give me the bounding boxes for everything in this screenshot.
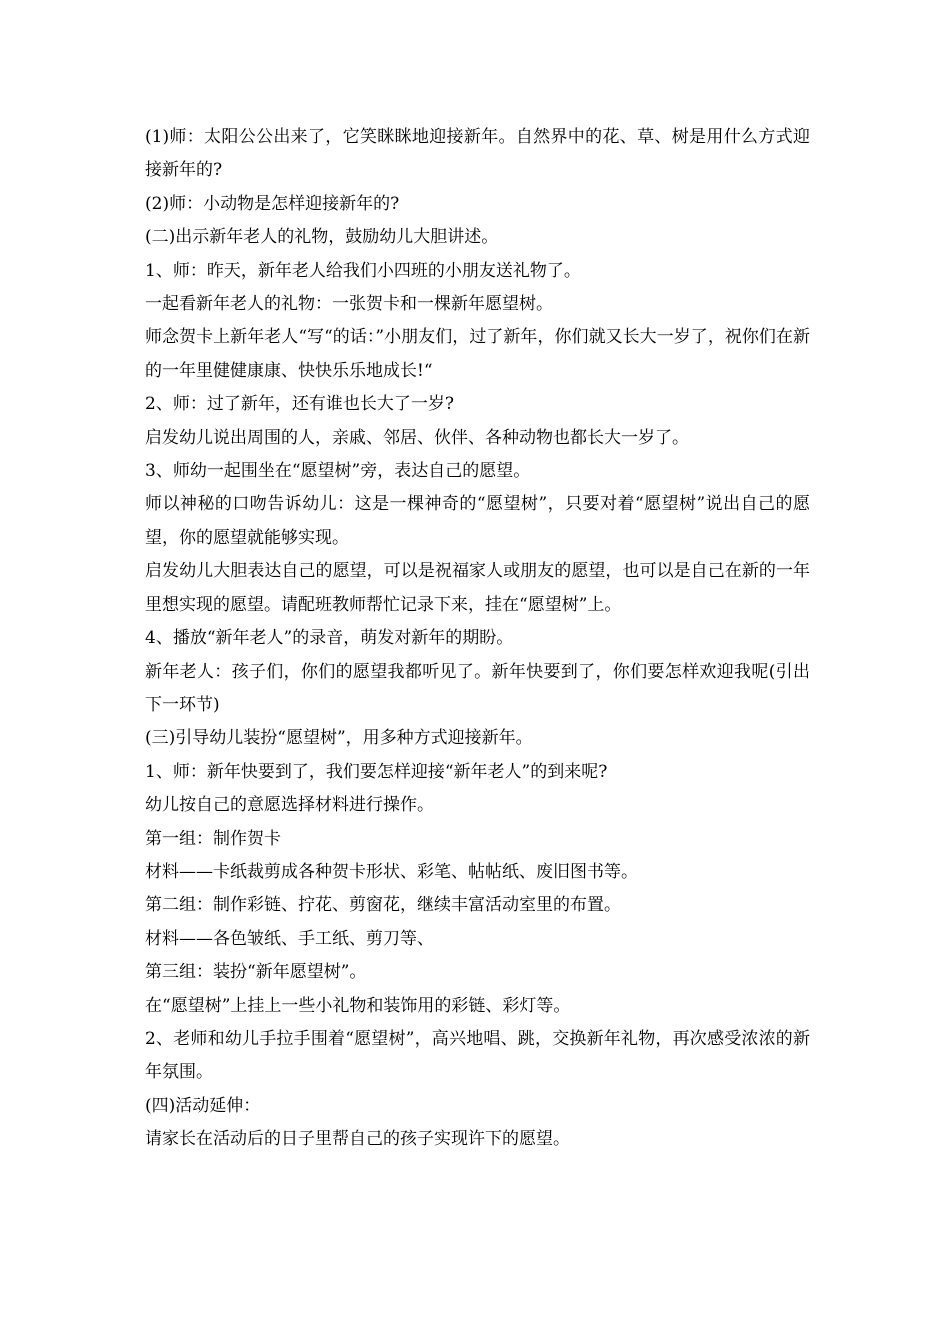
paragraph-18: 材料——卡纸裁剪成各种贺卡形状、彩笔、帖帖纸、废旧图书等。: [145, 861, 638, 882]
paragraph-1: (1)师：太阳公公出来了，它笑眯眯地迎接新年。自然界中的花、草、树是用什么方式迎接新年的?: [145, 127, 810, 181]
paragraph-16: 幼儿按自己的意愿选择材料进行操作。: [145, 795, 434, 816]
paragraph-6: 师念贺卡上新年老人“写“的话：”小朋友们，过了新年，你们就又长大一岁了，祝你们在新的一年里健健康康、快快乐乐地成长!“: [145, 327, 810, 381]
section-heading-4: (四)活动延伸：: [145, 1095, 261, 1116]
paragraph-19: 第二组：制作彩链、拧花、剪窗花，继续丰富活动室里的布置。: [145, 895, 621, 916]
paragraph-11: 启发幼儿大胆表达自己的愿望，可以是祝福家人或朋友的愿望，也可以是自己在新的一年里想实现的愿望。请配班教师帮忙记录下来，挂在“愿望树”上。: [145, 561, 810, 615]
paragraph-8: 启发幼儿说出周围的人，亲戚、邻居、伙伴、各种动物也都长大一岁了。: [145, 427, 689, 448]
paragraph-9: 3、师幼一起围坐在“愿望树”旁，表达自己的愿望。: [145, 461, 531, 482]
section-heading-3: (三)引导幼儿装扮“愿望树”，用多种方式迎接新年。: [145, 728, 533, 749]
paragraph-22: 在“愿望树”上挂上一些小礼物和装饰用的彩链、彩灯等。: [145, 995, 571, 1016]
paragraph-2: (2)师：小动物是怎样迎接新年的?: [145, 193, 400, 214]
paragraph-20: 材料——各色皱纸、手工纸、剪刀等、: [145, 928, 434, 949]
paragraph-17: 第一组：制作贺卡: [145, 828, 281, 849]
paragraph-4: 1、师：昨天，新年老人给我们小四班的小朋友送礼物了。: [145, 260, 581, 281]
paragraph-13: 新年老人：孩子们，你们的愿望我都听见了。新年快要到了，你们要怎样欢迎我呢(引出下一环节): [145, 661, 810, 715]
paragraph-5: 一起看新年老人的礼物：一张贺卡和一棵新年愿望树。: [145, 294, 553, 315]
paragraph-23: 2、老师和幼儿手拉手围着“愿望树”，高兴地唱、跳，交换新年礼物，再次感受浓浓的新年氛围。: [145, 1028, 810, 1083]
paragraph-7: 2、师：过了新年，还有谁也长大了一岁?: [145, 394, 454, 415]
paragraph-21: 第三组：装扮“新年愿望树”。: [145, 962, 367, 983]
paragraph-15: 1、师：新年快要到了，我们要怎样迎接“新年老人”的到来呢?: [145, 761, 608, 782]
paragraph-12: 4、播放“新年老人”的录音，萌发对新年的期盼。: [145, 628, 514, 649]
section-heading-2: (二)出示新年老人的礼物，鼓励幼儿大胆讲述。: [145, 227, 499, 248]
paragraph-10: 师以神秘的口吻告诉幼儿：这是一棵神奇的“愿望树”，只要对着“愿望树”说出自己的愿望，你的愿望就能够实现。: [145, 494, 810, 548]
paragraph-25: 请家长在活动后的日子里帮自己的孩子实现许下的愿望。: [145, 1129, 570, 1150]
document-body: [145, 121, 810, 1157]
